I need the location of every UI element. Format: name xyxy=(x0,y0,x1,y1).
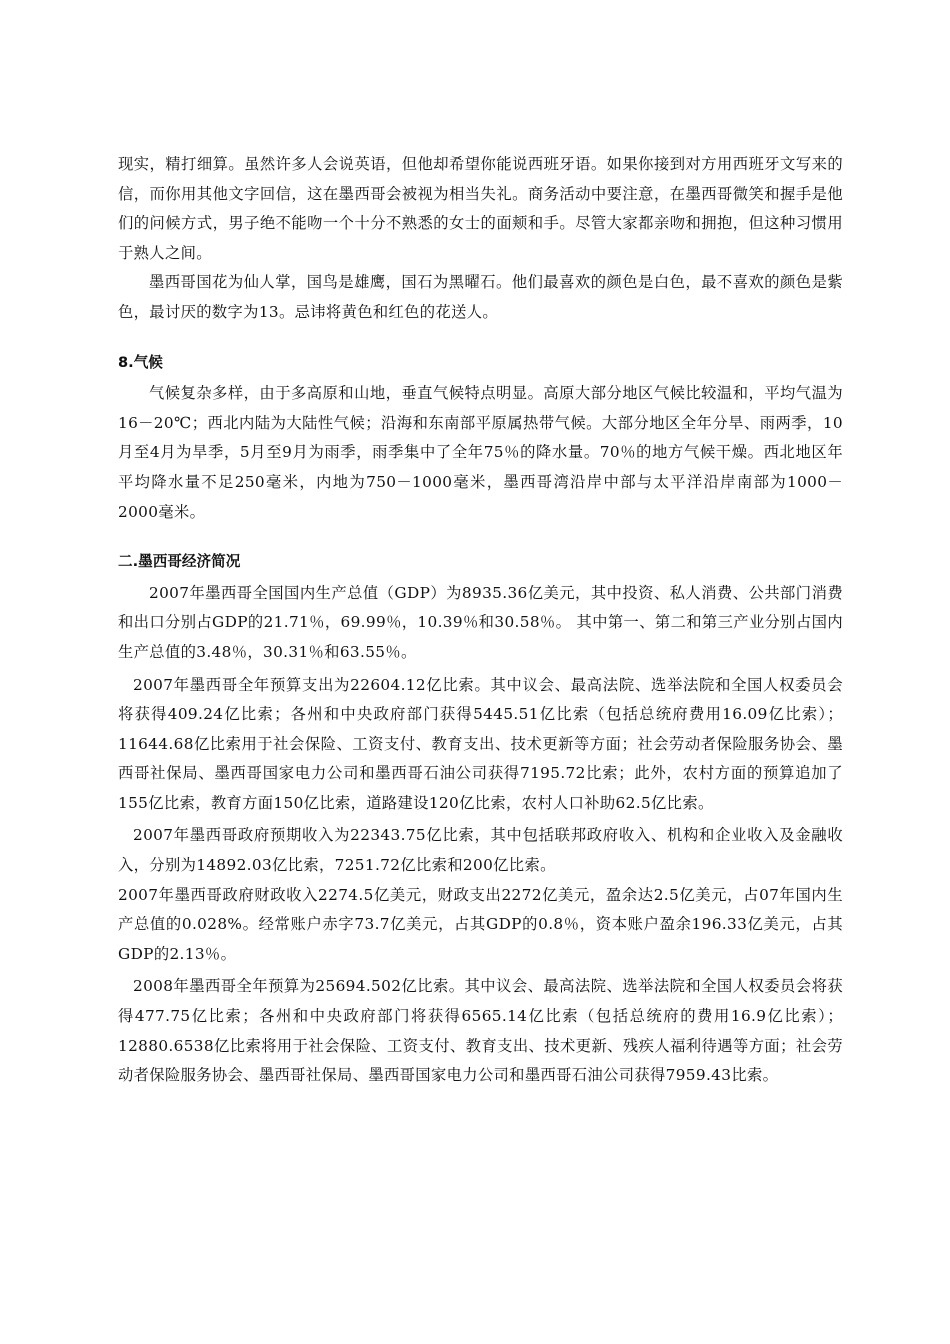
paragraph-gdp: 2007年墨西哥全国国内生产总值（GDP）为8935.36亿美元，其中投资、私人消费、公共部门消费和出口分别占GDP的21.71％，69.99％，10.39％和30.58％。 其中第一、第二和第三产业分别占国内生产总值的3.48％，30.31％和63.55％。 xyxy=(118,583,843,661)
paragraph-budget-2008: 2008年墨西哥全年预算为25694.502亿比索。其中议会、最高法院、选举法院和全国人权委员会将获得477.75亿比索；各州和中央政府部门将获得6565.14亿比索（包括总统府的费用16.9亿比索）；12880.6538亿比索将用于社会保险、工资支付、教育支出、技术更新、残疾人福利待遇等方面；社会劳动者保险服务协会、墨西哥社保局、墨西哥国家电力公司和墨西哥石油公司获得7959.43比索。 xyxy=(118,977,843,1085)
section-heading-climate: 8.气候 xyxy=(118,353,163,371)
paragraph-fiscal-2007: 2007年墨西哥政府财政收入2274.5亿美元，财政支出2272亿美元，盈余达2.5亿美元，占07年国内生产总值的0.028%。经常账户赤字73.7亿美元，占其GDP的0.8％，资本账户盈余196.33亿美元，占其GDP的2.13％。 xyxy=(118,885,843,963)
paragraph-business-etiquette: 现实，精打细算。虽然许多人会说英语，但他却希望你能说西班牙语。如果你接到对方用西班牙文写来的信，而你用其他文字回信，这在墨西哥会被视为相当失礼。商务活动中要注意，在墨西哥微笑和握手是他们的问候方式，男子绝不能吻一个十分不熟悉的女士的面颊和手。尽管大家都亲吻和拥抱，但这种习惯用于熟人之间。 xyxy=(118,155,843,262)
paragraph-revenue-2007: 2007年墨西哥政府预期收入为22343.75亿比索，其中包括联邦政府收入、机构和企业收入及金融收入，分别为14892.03亿比索，7251.72亿比索和200亿比索。 xyxy=(118,826,843,875)
paragraph-national-symbols: 墨西哥国花为仙人掌，国鸟是雄鹰，国石为黑曜石。他们最喜欢的颜色是白色，最不喜欢的颜色是紫色，最讨厌的数字为13。忌讳将黄色和红色的花送人。 xyxy=(118,273,843,321)
paragraph-budget-2007: 2007年墨西哥全年预算支出为22604.12亿比索。其中议会、最高法院、选举法院和全国人权委员会将获得409.24亿比索；各州和中央政府部门获得5445.51亿比索（包括总统府费用16.09亿比索）；11644.68亿比索用于社会保险、工资支付、教育支出、技术更新等方面；社会劳动者保险服务协会、墨西哥社保局、墨西哥国家电力公司和墨西哥石油公司获得7195.72比索；此外，农村方面的预算追加了155亿比索，教育方面150亿比索，道路建设120亿比索，农村人口补助62.5亿比索。 xyxy=(118,675,843,812)
document-page xyxy=(118,150,843,1091)
paragraph-climate: 气候复杂多样，由于多高原和山地，垂直气候特点明显。高原大部分地区气候比较温和，平均气温为16－20℃；西北内陆为大陆性气候；沿海和东南部平原属热带气候。大部分地区全年分旱、雨两季，10月至4月为旱季，5月至9月为雨季，雨季集中了全年75％的降水量。70％的地方气候干燥。西北地区年平均降水量不足250毫米，内地为750－1000毫米，墨西哥湾沿岸中部与太平洋沿岸南部为1000－2000毫米。 xyxy=(118,384,843,521)
section-heading-economy: 二.墨西哥经济简况 xyxy=(118,553,241,571)
